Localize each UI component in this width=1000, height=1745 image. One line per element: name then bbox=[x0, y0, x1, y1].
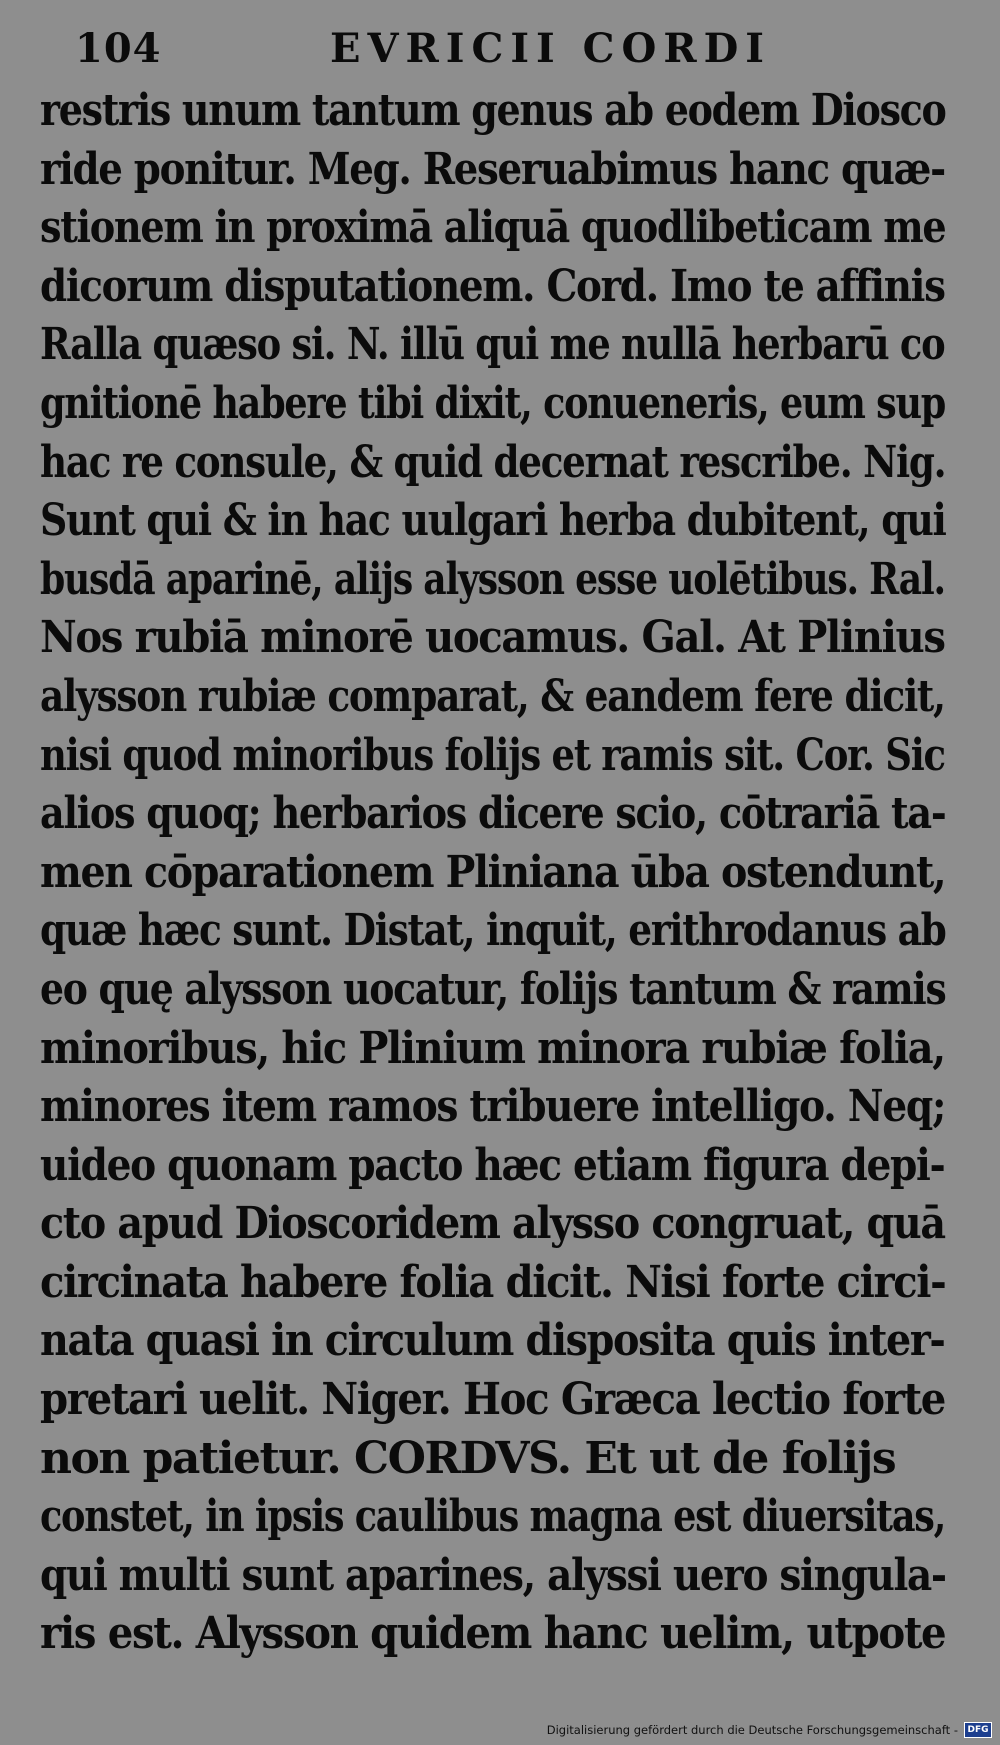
text-line: alysson rubiæ comparat, & eandem fere dicit, bbox=[40, 670, 945, 722]
text-line: busdā aparinē, alijs alysson esse uolētibus. Ral. bbox=[40, 553, 945, 605]
text-line: alios quoq; herbarios dicere scio, cōtrariā ta- bbox=[40, 788, 946, 840]
text-line: qui multi sunt aparines, alyssi uero singula- bbox=[40, 1549, 946, 1601]
digitization-credit bbox=[547, 1721, 992, 1739]
running-title: EVRICII CORDI bbox=[330, 25, 771, 72]
page-number: 104 bbox=[75, 25, 162, 72]
text-line: constet, in ipsis caulibus magna est diuersitas, bbox=[40, 1491, 946, 1543]
text-line: minores item ramos tribuere intelligo. Neq; bbox=[40, 1081, 946, 1133]
text-line: restris unum tantum genus ab eodem Diosco bbox=[40, 85, 946, 136]
dfg-logo-icon: DFG bbox=[964, 1722, 992, 1738]
text-line: ride ponitur. Meg. Reseruabimus hanc quæ- bbox=[40, 143, 945, 195]
text-line: Ralla quæso si. N. illū qui me nullā herbarū co bbox=[40, 319, 945, 371]
text-line: men cōparationem Pliniana ūba ostendunt, bbox=[40, 846, 946, 898]
page-header bbox=[75, 22, 955, 76]
text-line: non patietur. CORDVS. Et ut de folijs bbox=[40, 1432, 896, 1484]
text-line: eo quę alysson uocatur, folijs tantum & ramis bbox=[40, 963, 946, 1015]
text-line: Nos rubiā minorē uocamus. Gal. At Plinius bbox=[40, 612, 945, 664]
text-line: circinata habere folia dicit. Nisi forte circi- bbox=[40, 1256, 946, 1308]
text-line: stionem in proximā aliquā quodlibeticam me bbox=[40, 202, 946, 254]
text-line: minoribus, hic Plinium minora rubiæ folia, bbox=[40, 1022, 945, 1074]
text-line: cto apud Dioscoridem alysso congruat, quā bbox=[40, 1198, 945, 1250]
text-line: dicorum disputationem. Cord. Imo te affinis bbox=[40, 260, 945, 312]
text-line: nisi quod minoribus folijs et ramis sit. Cor. Sic bbox=[40, 729, 945, 781]
text-line: hac re consule, & quid decernat rescribe. Nig. bbox=[40, 436, 946, 488]
text-line: Sunt qui & in hac uulgari herba dubitent, qui bbox=[40, 495, 946, 547]
text-line: gnitionē habere tibi dixit, conueneris, eum sup bbox=[40, 377, 946, 429]
credit-text: Digitalisierung gefördert durch die Deutsche Forschungsgemeinschaft - bbox=[546, 1723, 958, 1737]
text-line: ris est. Alysson quidem hanc uelim, utpote bbox=[40, 1608, 946, 1660]
body-text bbox=[40, 82, 960, 1664]
text-line: quæ hæc sunt. Distat, inquit, erithrodanus ab bbox=[40, 905, 946, 957]
text-line: nata quasi in circulum disposita quis inter- bbox=[40, 1315, 945, 1367]
text-line: pretari uelit. Niger. Hoc Græca lectio forte bbox=[40, 1374, 945, 1426]
text-line: uideo quonam pacto hæc etiam figura depi- bbox=[40, 1139, 945, 1191]
